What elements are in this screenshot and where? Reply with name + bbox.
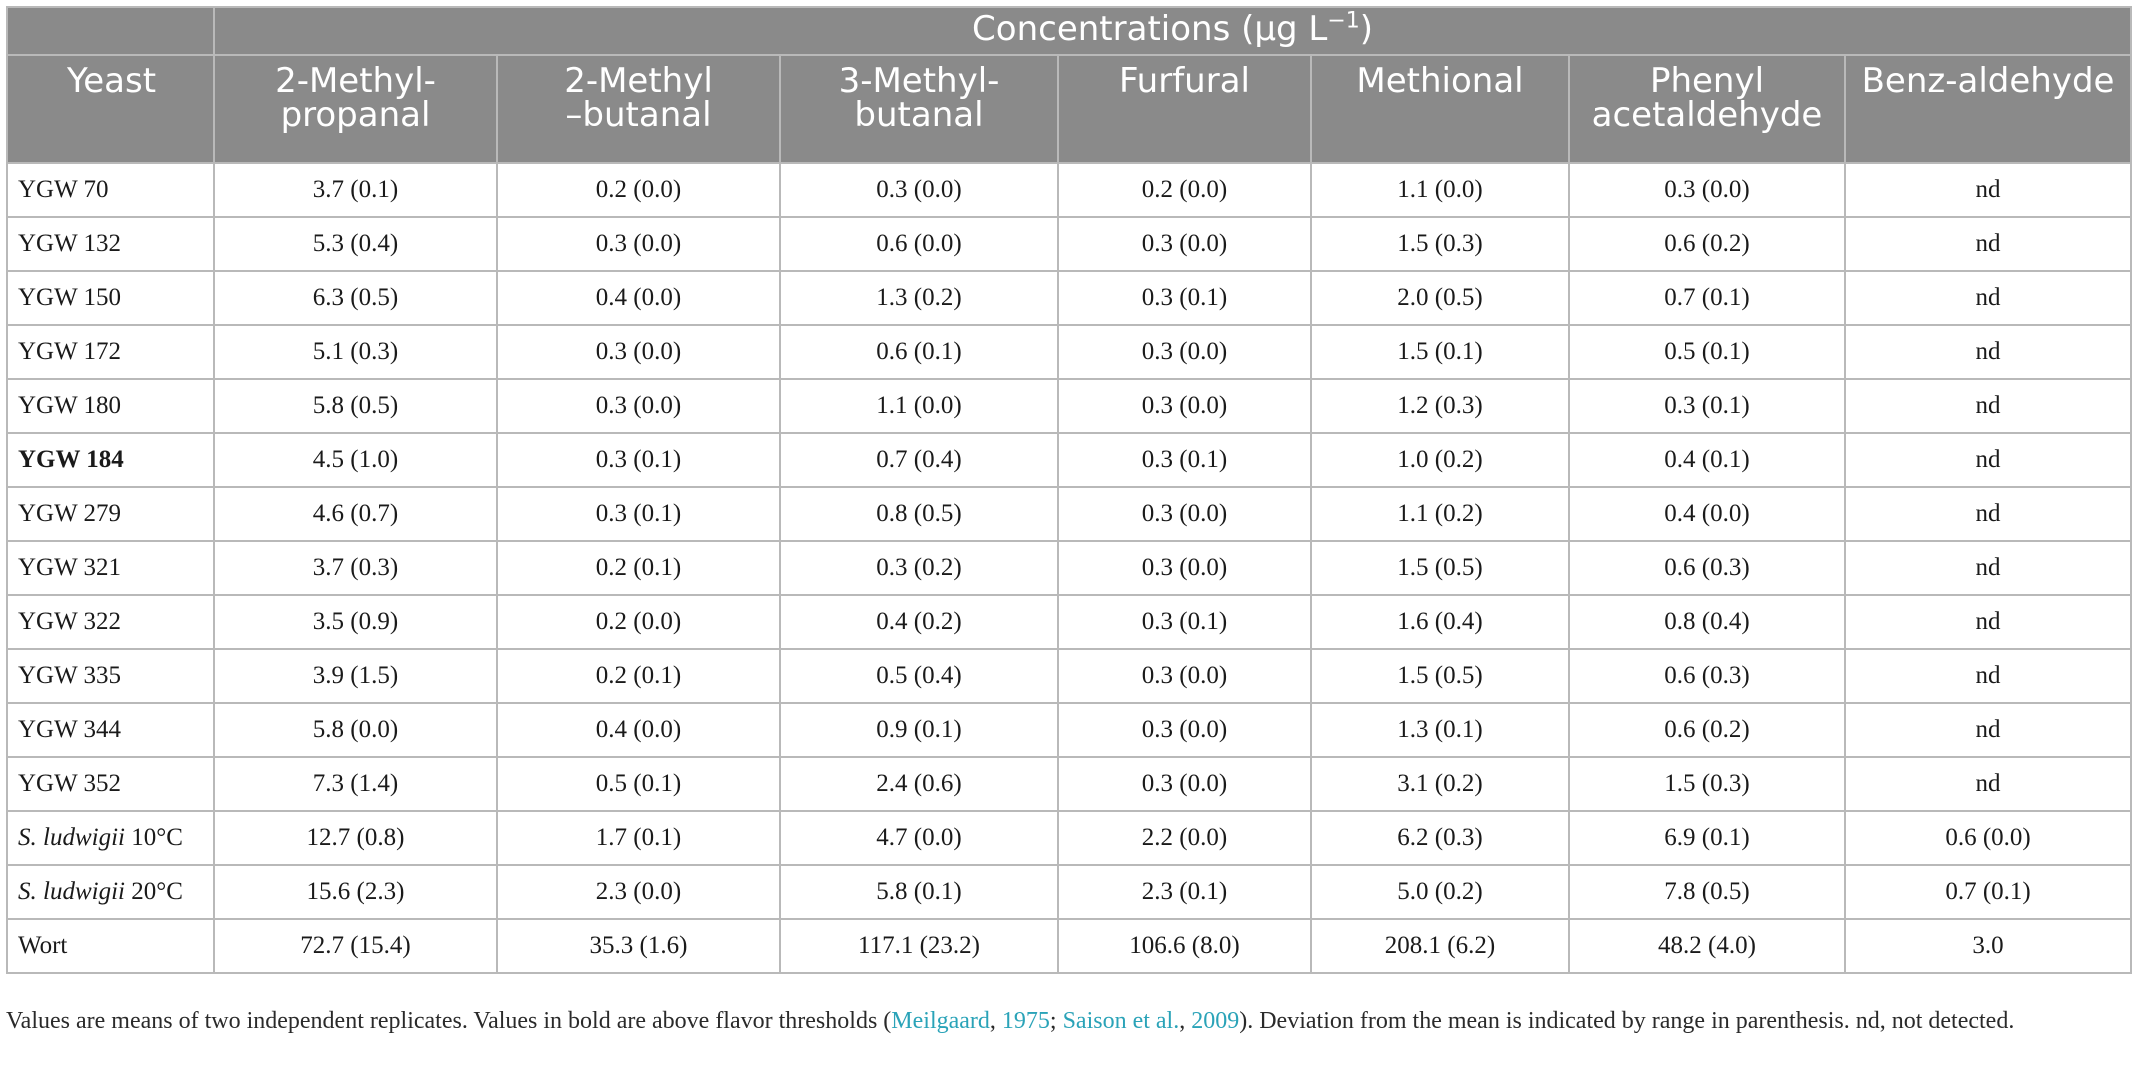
cell-value: nd — [1845, 703, 2131, 757]
column-header-benzaldehyde: Benz-aldehyde — [1845, 55, 2131, 163]
cell-yeast: S. ludwigii 10°C — [7, 811, 214, 865]
group-title — [214, 7, 2131, 55]
cell-value: 1.1 (0.2) — [1311, 487, 1569, 541]
cell-value: 1.7 (0.1) — [497, 811, 780, 865]
table-row — [7, 163, 2131, 217]
cell-yeast: YGW 70 — [7, 163, 214, 217]
cell-value: 0.6 (0.0) — [780, 217, 1058, 271]
column-header-methional: Methional — [1311, 55, 1569, 163]
cell-value: 1.1 (0.0) — [1311, 163, 1569, 217]
cell-value: nd — [1845, 541, 2131, 595]
cell-value: 6.3 (0.5) — [214, 271, 497, 325]
table-row — [7, 757, 2131, 811]
cell-value: 5.1 (0.3) — [214, 325, 497, 379]
table-row — [7, 217, 2131, 271]
cell-value: 208.1 (6.2) — [1311, 919, 1569, 973]
cell-value: 0.3 (0.1) — [497, 487, 780, 541]
group-title-suffix: ) — [1359, 9, 1374, 49]
cell-value: 4.7 (0.0) — [780, 811, 1058, 865]
cell-yeast: S. ludwigii 20°C — [7, 865, 214, 919]
group-title-exponent: −1 — [1327, 8, 1360, 34]
cell-value: 0.6 (0.3) — [1569, 541, 1845, 595]
cell-value: 0.2 (0.0) — [497, 595, 780, 649]
cell-value: 5.3 (0.4) — [214, 217, 497, 271]
cell-value: 1.3 (0.2) — [780, 271, 1058, 325]
cell-value: 0.3 (0.0) — [1058, 325, 1311, 379]
cell-value: 0.5 (0.1) — [497, 757, 780, 811]
cell-value: 3.9 (1.5) — [214, 649, 497, 703]
cell-value: nd — [1845, 217, 2131, 271]
cell-value: 1.5 (0.5) — [1311, 541, 1569, 595]
cell-value: 0.2 (0.0) — [1058, 163, 1311, 217]
cell-value: 0.7 (0.4) — [780, 433, 1058, 487]
cell-yeast: YGW 352 — [7, 757, 214, 811]
cell-value: 2.2 (0.0) — [1058, 811, 1311, 865]
cell-value: nd — [1845, 271, 2131, 325]
cell-value: 35.3 (1.6) — [497, 919, 780, 973]
header-row-group — [7, 7, 2131, 55]
cell-value: 117.1 (23.2) — [780, 919, 1058, 973]
cell-value: 0.2 (0.1) — [497, 541, 780, 595]
header-row-columns — [7, 55, 2131, 163]
table-row — [7, 649, 2131, 703]
cell-value: 1.1 (0.0) — [780, 379, 1058, 433]
cell-value: 15.6 (2.3) — [214, 865, 497, 919]
cell-value: 0.3 (0.1) — [497, 433, 780, 487]
cell-value: nd — [1845, 595, 2131, 649]
cell-value: 4.6 (0.7) — [214, 487, 497, 541]
table-footnote: Values are means of two independent replicates. Values in bold are above flavor thresholds (Meilgaard, 1975; Saison et al., 2009). Deviation from the mean is indicated by range in parenthesis. nd, not detected. — [6, 1008, 2015, 1034]
cell-yeast: YGW 150 — [7, 271, 214, 325]
cell-value: 3.5 (0.9) — [214, 595, 497, 649]
cell-value: 1.3 (0.1) — [1311, 703, 1569, 757]
table-row — [7, 919, 2131, 973]
cell-value: 72.7 (15.4) — [214, 919, 497, 973]
cell-value: 0.8 (0.4) — [1569, 595, 1845, 649]
cell-value: 0.3 (0.1) — [1058, 433, 1311, 487]
cell-value: 1.0 (0.2) — [1311, 433, 1569, 487]
column-header-2-methylbutanal: 2-Methyl –butanal — [497, 55, 780, 163]
cell-value: nd — [1845, 433, 2131, 487]
cell-value: 2.0 (0.5) — [1311, 271, 1569, 325]
cell-value: 0.3 (0.0) — [497, 379, 780, 433]
cell-value: 0.3 (0.0) — [1058, 703, 1311, 757]
cell-yeast: YGW 172 — [7, 325, 214, 379]
cell-value: 106.6 (8.0) — [1058, 919, 1311, 973]
cell-value: 0.3 (0.1) — [1058, 271, 1311, 325]
cell-value: 0.3 (0.0) — [497, 325, 780, 379]
cell-value: 3.7 (0.3) — [214, 541, 497, 595]
cell-yeast: YGW 322 — [7, 595, 214, 649]
cell-value: nd — [1845, 379, 2131, 433]
cell-value: 0.3 (0.0) — [1058, 649, 1311, 703]
cell-value: 1.5 (0.5) — [1311, 649, 1569, 703]
group-title-prefix: Concentrations ( — [972, 9, 1255, 49]
cell-value: 1.5 (0.1) — [1311, 325, 1569, 379]
cell-value: 7.3 (1.4) — [214, 757, 497, 811]
cell-value: 0.6 (0.2) — [1569, 217, 1845, 271]
citation-link-saison-year[interactable]: 2009 — [1191, 1008, 1240, 1034]
cell-value: 0.2 (0.1) — [497, 649, 780, 703]
column-header-2-methylpropanal: 2-Methyl- propanal — [214, 55, 497, 163]
column-header-furfural: Furfural — [1058, 55, 1311, 163]
cell-value: 1.5 (0.3) — [1569, 757, 1845, 811]
cell-value: 5.8 (0.0) — [214, 703, 497, 757]
cell-value: 0.3 (0.1) — [1058, 595, 1311, 649]
cell-value: 4.5 (1.0) — [214, 433, 497, 487]
cell-value: 0.6 (0.0) — [1845, 811, 2131, 865]
cell-value: 0.3 (0.0) — [497, 217, 780, 271]
cell-yeast: YGW 184 — [7, 433, 214, 487]
cell-value: 6.2 (0.3) — [1311, 811, 1569, 865]
cell-value: nd — [1845, 325, 2131, 379]
cell-value: 0.3 (0.0) — [1058, 217, 1311, 271]
table-body — [7, 163, 2131, 973]
cell-value: 7.8 (0.5) — [1569, 865, 1845, 919]
cell-value: 2.3 (0.1) — [1058, 865, 1311, 919]
concentrations-table — [6, 6, 2132, 974]
table-container — [6, 6, 2130, 974]
cell-value: 3.1 (0.2) — [1311, 757, 1569, 811]
cell-value: 48.2 (4.0) — [1569, 919, 1845, 973]
cell-value: 12.7 (0.8) — [214, 811, 497, 865]
cell-yeast: YGW 279 — [7, 487, 214, 541]
cell-value: 6.9 (0.1) — [1569, 811, 1845, 865]
cell-value: 2.4 (0.6) — [780, 757, 1058, 811]
cell-value: 0.6 (0.1) — [780, 325, 1058, 379]
cell-value: 3.0 — [1845, 919, 2131, 973]
cell-value: nd — [1845, 487, 2131, 541]
cell-value: 5.0 (0.2) — [1311, 865, 1569, 919]
cell-value: 1.5 (0.3) — [1311, 217, 1569, 271]
citation-link-saison[interactable]: Saison et al. — [1062, 1008, 1180, 1034]
cell-value: 0.3 (0.0) — [1058, 379, 1311, 433]
table-row — [7, 325, 2131, 379]
cell-value: 0.2 (0.0) — [497, 163, 780, 217]
cell-yeast: YGW 180 — [7, 379, 214, 433]
cell-yeast: YGW 335 — [7, 649, 214, 703]
cell-yeast: YGW 132 — [7, 217, 214, 271]
cell-value: 5.8 (0.5) — [214, 379, 497, 433]
cell-value: nd — [1845, 163, 2131, 217]
cell-value: 0.3 (0.1) — [1569, 379, 1845, 433]
table-row — [7, 271, 2131, 325]
cell-value: 0.9 (0.1) — [780, 703, 1058, 757]
cell-yeast: YGW 321 — [7, 541, 214, 595]
cell-value: 0.4 (0.0) — [497, 703, 780, 757]
cell-value: nd — [1845, 649, 2131, 703]
table-row — [7, 865, 2131, 919]
cell-value: 0.7 (0.1) — [1569, 271, 1845, 325]
cell-value: 0.3 (0.0) — [1058, 541, 1311, 595]
cell-value: 2.3 (0.0) — [497, 865, 780, 919]
cell-value: 0.6 (0.3) — [1569, 649, 1845, 703]
cell-value: 0.4 (0.2) — [780, 595, 1058, 649]
cell-value: 0.8 (0.5) — [780, 487, 1058, 541]
column-header-yeast: Yeast — [7, 55, 214, 163]
citation-link-meilgaard[interactable]: Meilgaard — [891, 1008, 990, 1034]
cell-value: 0.3 (0.2) — [780, 541, 1058, 595]
cell-value: nd — [1845, 757, 2131, 811]
group-title-unit: μg L — [1254, 9, 1328, 49]
cell-value: 0.4 (0.0) — [1569, 487, 1845, 541]
table-row — [7, 433, 2131, 487]
column-header-3-methylbutanal: 3-Methyl- butanal — [780, 55, 1058, 163]
cell-value: 0.5 (0.1) — [1569, 325, 1845, 379]
cell-value: 0.7 (0.1) — [1845, 865, 2131, 919]
table-row — [7, 703, 2131, 757]
cell-value: 3.7 (0.1) — [214, 163, 497, 217]
citation-link-meilgaard-year[interactable]: 1975 — [1001, 1008, 1050, 1034]
cell-value: 0.4 (0.1) — [1569, 433, 1845, 487]
cell-value: 0.3 (0.0) — [1569, 163, 1845, 217]
column-header-phenylacetaldehyde: Phenyl acetaldehyde — [1569, 55, 1845, 163]
cell-value: 0.6 (0.2) — [1569, 703, 1845, 757]
cell-value: 5.8 (0.1) — [780, 865, 1058, 919]
cell-value: 0.3 (0.0) — [1058, 487, 1311, 541]
table-row — [7, 541, 2131, 595]
cell-value: 0.5 (0.4) — [780, 649, 1058, 703]
table-row — [7, 487, 2131, 541]
cell-value: 0.3 (0.0) — [1058, 757, 1311, 811]
header-empty-cell — [7, 7, 214, 55]
table-row — [7, 811, 2131, 865]
cell-value: 0.3 (0.0) — [780, 163, 1058, 217]
cell-value: 1.2 (0.3) — [1311, 379, 1569, 433]
table-row — [7, 595, 2131, 649]
cell-value: 0.4 (0.0) — [497, 271, 780, 325]
cell-value: 1.6 (0.4) — [1311, 595, 1569, 649]
cell-yeast: YGW 344 — [7, 703, 214, 757]
table-row — [7, 379, 2131, 433]
cell-yeast: Wort — [7, 919, 214, 973]
